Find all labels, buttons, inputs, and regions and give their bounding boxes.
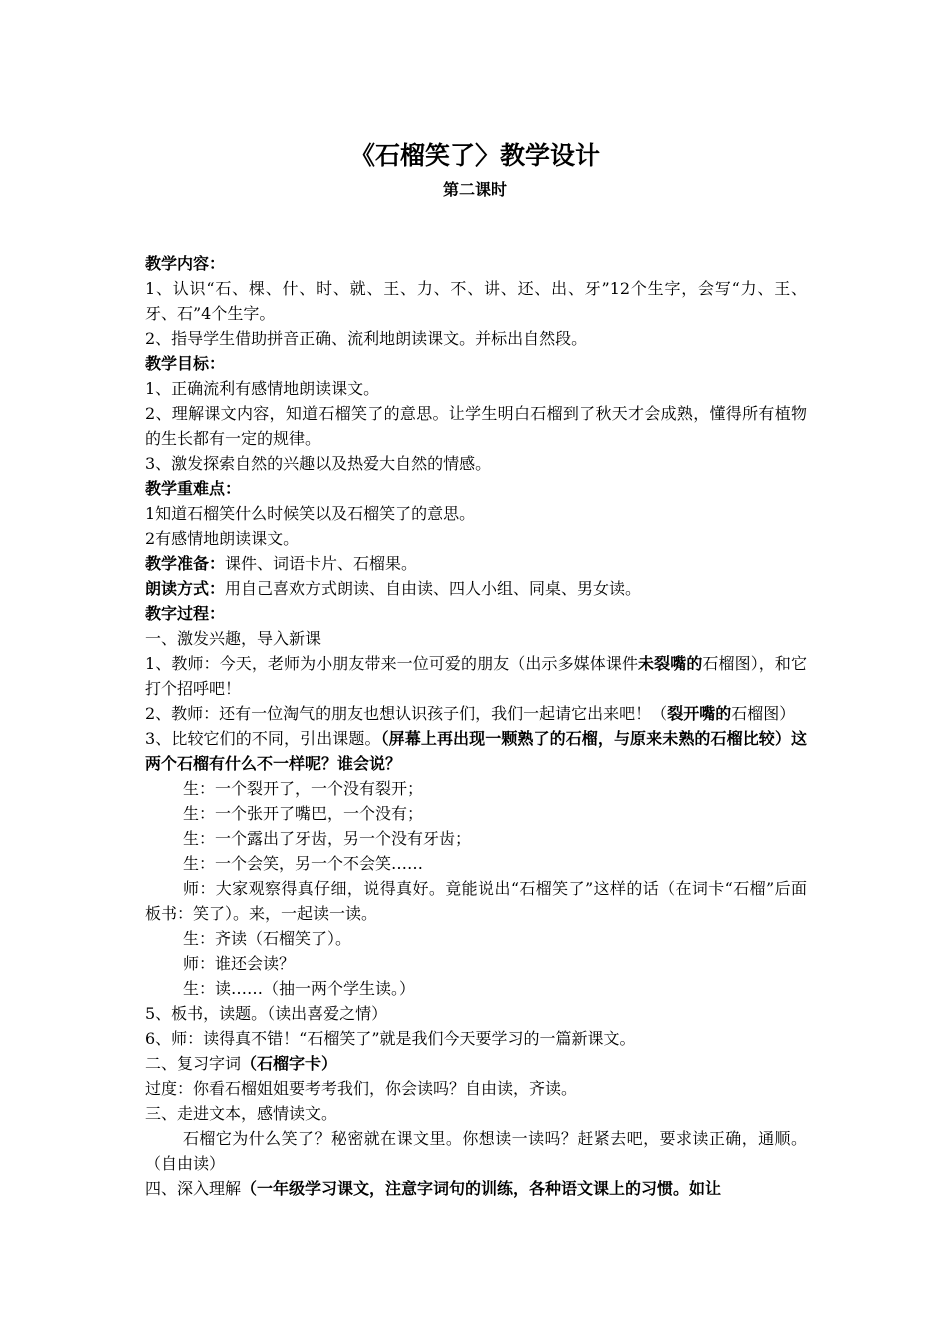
- dialogue-line: 生：读……（抽一两个学生读。）: [183, 979, 416, 998]
- dialogue-line: 生：齐读（石榴笑了）。: [183, 929, 352, 948]
- inline-label: 朗读方式：: [145, 579, 226, 598]
- paragraph: 一、激发兴趣，导入新课: [145, 629, 322, 648]
- inline-text: 二、复习字词: [145, 1054, 242, 1073]
- paragraph: 三、走进文本，感情读文。: [145, 1104, 338, 1123]
- paragraph: [145, 551, 807, 576]
- paragraph: 3、激发探索自然的兴趣以及热爱大自然的情感。: [145, 454, 492, 473]
- dialogue-line: 生：一个张开了嘴巴，一个没有；: [183, 804, 424, 823]
- inline-bold: （屏幕上再出现一颗熟了的石榴，与原来未熟的石榴比较）这两个石榴有什么不一样呢？谁会说？: [145, 729, 807, 773]
- inline-bold: 裂开嘴的: [667, 704, 732, 723]
- section-heading: 教字过程：: [145, 604, 226, 623]
- inline-text: 石榴图）: [731, 704, 796, 723]
- document-title: 《石榴笑了〉教学设计: [349, 141, 600, 170]
- inline-text: 3、比较它们的不同，引出课题。: [145, 729, 381, 748]
- paragraph: 1、正确流利有感情地朗读课文。: [145, 379, 380, 398]
- dialogue-line: 师：谁还会读？: [183, 954, 296, 973]
- paragraph: 过度：你看石榴姐姐要考考我们，你会读吗？自由读，齐读。: [145, 1079, 578, 1098]
- inline-bold: （一年级学习课文，注意字词句的训练，各种语文课上的习惯。如让: [241, 1179, 722, 1198]
- paragraph: 1知道石榴笑什么时候笑以及石榴笑了的意思。: [145, 504, 476, 523]
- paragraph: [145, 576, 807, 601]
- inline-text: 课件、词语卡片、石榴果。: [225, 554, 418, 573]
- paragraph: [145, 651, 807, 701]
- paragraph: 1、认识“石、棵、什、时、就、王、力、不、讲、还、出、牙”12个生字，会写“力、王、牙、石”4个生字。: [145, 279, 807, 323]
- inline-text: 用自己喜欢方式朗读、自由读、四人小组、同桌、男女读。: [225, 579, 642, 598]
- paragraph: 2、理解课文内容，知道石榴笑了的意思。让学生明白石榴到了秋天才会成熟，懂得所有植物的生长都有一定的规律。: [145, 404, 807, 448]
- paragraph: [145, 1176, 807, 1201]
- section-heading: 教学重难点：: [145, 479, 242, 498]
- inline-bold: 未裂嘴的: [638, 654, 703, 673]
- dialogue-line: 生：一个会笑，另一个不会笑……: [183, 854, 424, 873]
- paragraph: [145, 1051, 807, 1076]
- paragraph: 2有感情地朗读课文。: [145, 529, 300, 548]
- section-heading: 教学目标：: [145, 354, 226, 373]
- dialogue-line: 师：大家观察得真仔细，说得真好。竟能说出“石榴笑了”这样的话（在词卡“石榴”后面板书：笑了）。来，一起读一读。: [145, 879, 807, 923]
- paragraph: 2、指导学生借助拼音正确、流利地朗读课文。并标出自然段。: [145, 329, 588, 348]
- inline-label: 教学准备：: [145, 554, 226, 573]
- document-subtitle: 第二课时: [442, 180, 507, 199]
- paragraph: 石榴它为什么笑了？秘密就在课文里。你想读一读吗？赶紧去吧，要求读正确，通顺。（自由读）: [145, 1129, 807, 1173]
- section-heading: 教学内容：: [145, 254, 226, 273]
- inline-text: 石榴图），和它打个招呼吧！: [145, 654, 807, 698]
- paragraph: [145, 701, 807, 726]
- document-body: [145, 251, 807, 1201]
- paragraph: 5、板书，读题。（读出喜爱之情）: [145, 1004, 388, 1023]
- paragraph: [145, 726, 807, 776]
- inline-text: 四、深入理解: [145, 1179, 242, 1198]
- dialogue-line: 生：一个裂开了，一个没有裂开；: [183, 779, 424, 798]
- dialogue-line: 生：一个露出了牙齿，另一个没有牙齿；: [183, 829, 472, 848]
- inline-bold: （石榴字卡）: [241, 1054, 338, 1073]
- inline-text: 1、教师：今天，老师为小朋友带来一位可爱的朋友（出示多媒体课件: [145, 654, 639, 673]
- inline-text: 2、教师：还有一位淘气的朋友也想认识孩子们，我们一起请它出来吧！（: [145, 704, 668, 723]
- paragraph: 6、师：读得真不错！“石榴笑了”就是我们今天要学习的一篇新课文。: [145, 1029, 636, 1048]
